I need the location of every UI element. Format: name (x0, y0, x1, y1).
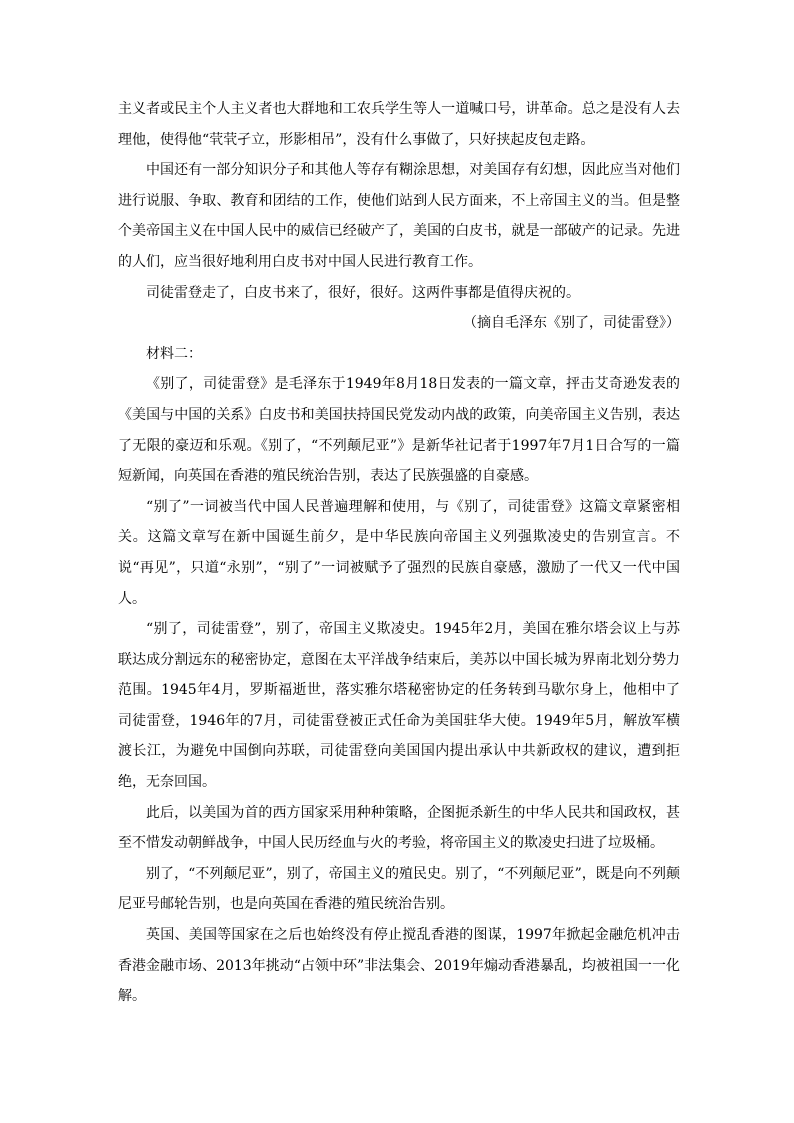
paragraph-3: 司徒雷登走了，白皮书来了，很好，很好。这两件事都是值得庆祝的。 (146, 284, 580, 301)
paragraph-6: “别了，司徒雷登”，别了，帝国主义欺凌史。1945年2月，美国在雅尔塔会议上与苏联达成分割远东的秘密协定，意图在太平洋战争结束后，美苏以中国长城为界南北划分势力范围。1945年4月，罗斯福逝世，落实雅尔塔秘密协定的任务转到马歇尔身上，他相中了司徒雷登，1946年的7月，司徒雷登被正式任命为美国驻华大使。1949年5月，解放军横渡长江，为避免中国倒向苏联，司徒雷登向美国国内提出承认中共新政权的建议，遭到拒绝，无奈回国。 (118, 621, 680, 791)
paragraph-8: 别了，“不列颠尼亚”，别了，帝国主义的殖民史。别了，“不列颠尼亚”，既是向不列颠尼亚号邮轮告别，也是向英国在香港的殖民统治告别。 (118, 865, 680, 913)
paragraph-2: 中国还有一部分知识分子和其他人等存有糊涂思想，对美国存有幻想，因此应当对他们进行说服、争取、教育和团结的工作，使他们站到人民方面来，不上帝国主义的当。但是整个美帝国主义在中国人民中的威信已经破产了，美国的白皮书，就是一部破产的记录。先进的人们，应当很好地利用白皮书对中国人民进行教育工作。 (118, 162, 680, 270)
paragraph-9: 英国、美国等国家在之后也始终没有停止搅乱香港的图谋，1997年掀起金融危机冲击香港金融市场、2013年挑动“占领中环”非法集会、2019年煽动香港暴乱，均被祖国一一化解。 (118, 927, 680, 1005)
paragraph-5: “别了”一词被当代中国人民普遍理解和使用，与《别了，司徒雷登》这篇文章紧密相关。这篇文章写在新中国诞生前夕，是中华民族向帝国主义列强欺凌史的告别宣言。不说“再见”，只道“永别”，“别了”一词被赋予了强烈的民族自豪感，激励了一代又一代中国人。 (118, 498, 680, 607)
paragraph-1: 主义者或民主个人主义者也大群地和工农兵学生等人一道喊口号，讲革命。总之是没有人去理他，使得他“茕茕孑立，形影相吊”，没有什么事做了，只好挟起皮包走路。 (118, 101, 680, 148)
citation: （摘自毛泽东《别了，司徒雷登》） (463, 315, 680, 332)
paragraph-7: 此后，以美国为首的西方国家采用种种策略，企图扼杀新生的中华人民共和国政权，甚至不惜发动朝鲜战争，中国人民历经血与火的考验，将帝国主义的欺凌史扫进了垃圾桶。 (118, 804, 680, 852)
paragraph-4: 《别了，司徒雷登》是毛泽东于1949年8月18日发表的一篇文章，抨击艾奇逊发表的《美国与中国的关系》白皮书和美国扶持国民党发动内战的政策，向美帝国主义告别，表达了无限的豪迈和乐观。《别了，“不列颠尼亚”》是新华社记者于1997年7月1日合写的一篇短新闻，向英国在香港的殖民统治告别，表达了民族强盛的自豪感。 (118, 376, 680, 485)
material-label: 材料二： (146, 345, 202, 362)
document-page (118, 94, 680, 1012)
